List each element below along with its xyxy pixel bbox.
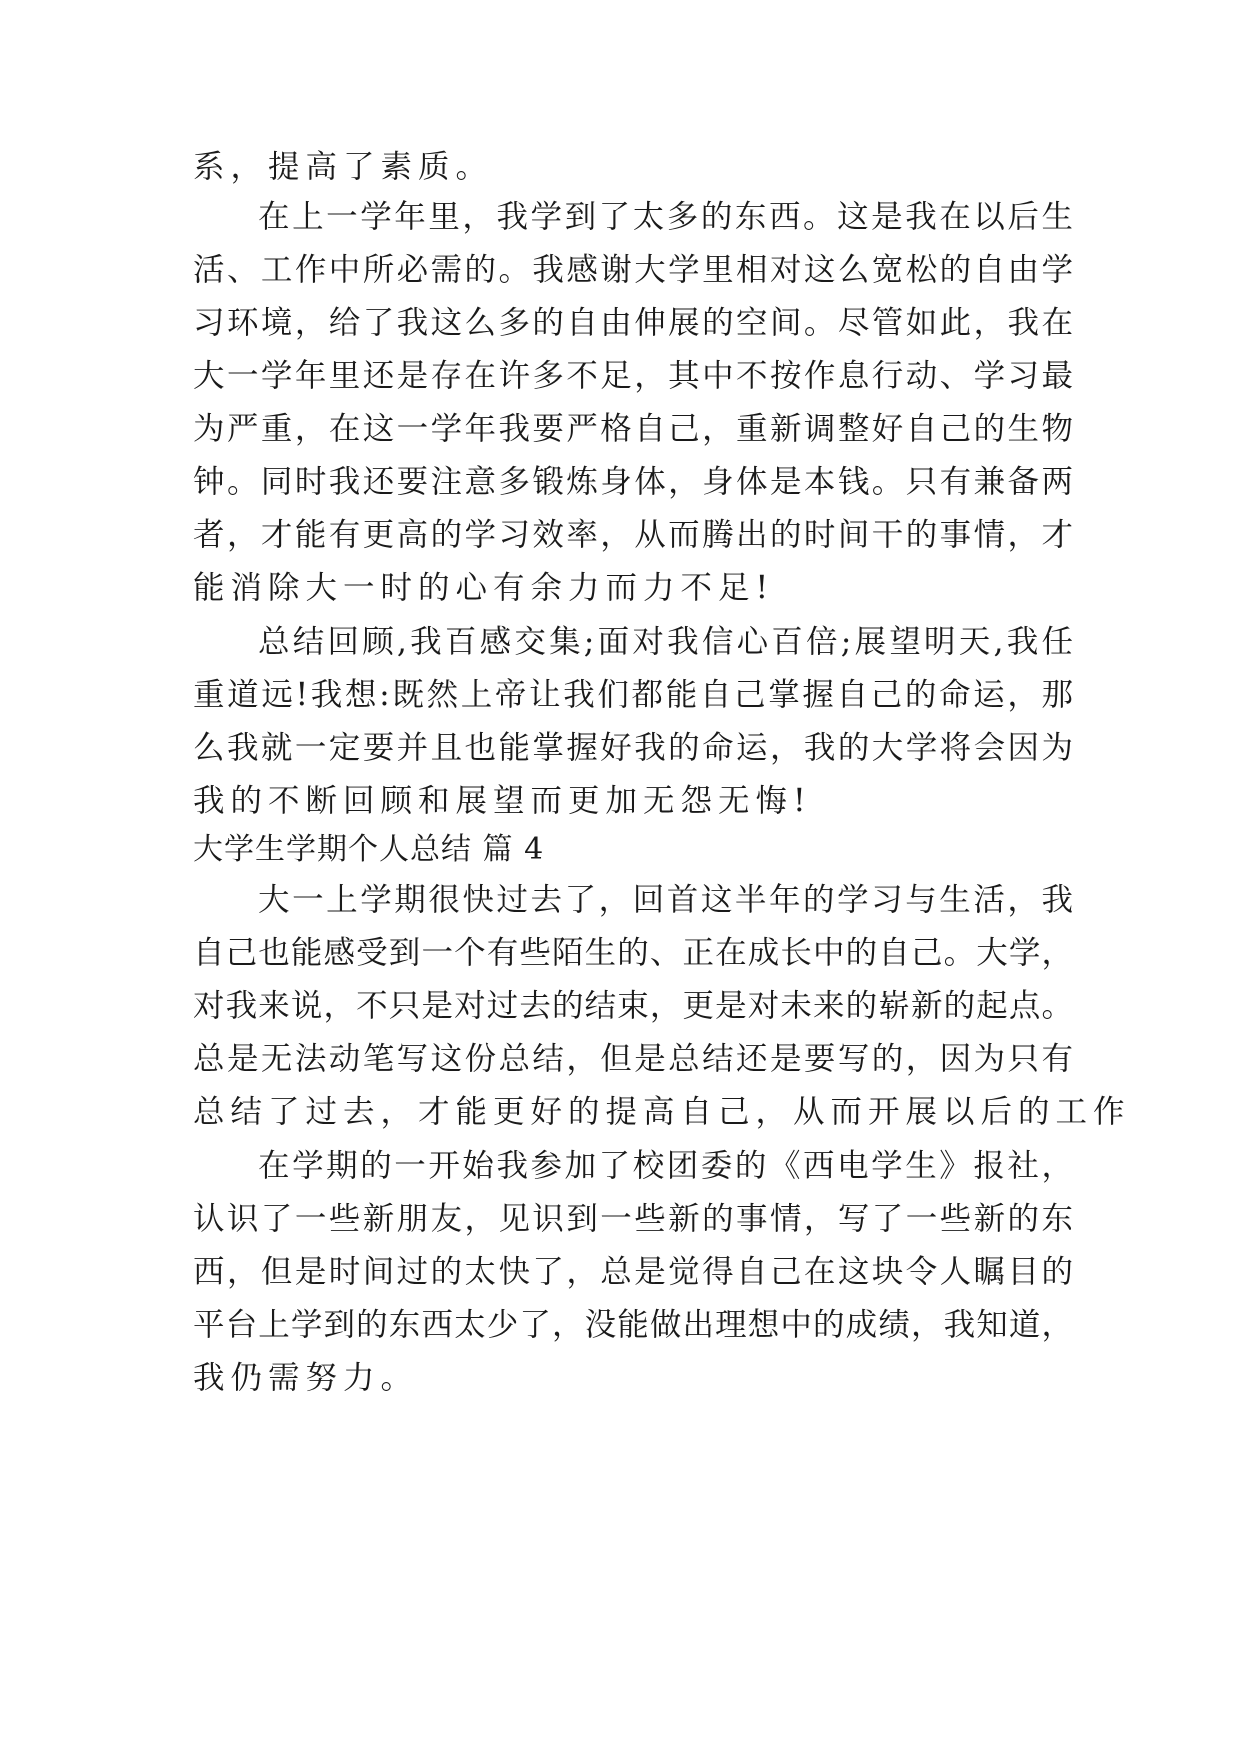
text-line: 我的不断回顾和展望而更加无怨无悔! [193, 783, 812, 819]
text-line: 习环境，给了我这么多的自由伸展的空间。尽管如此，我在 [193, 305, 1073, 341]
text-line: 平台上学到的东西太少了，没能做出理想中的成绩，我知道， [193, 1307, 1073, 1343]
text-line: 在上一学年里，我学到了太多的东西。这是我在以后生 [258, 199, 1073, 235]
text-line: 我仍需努力。 [193, 1360, 419, 1396]
text-line: 活、工作中所必需的。我感谢大学里相对这么宽松的自由学 [193, 252, 1073, 288]
text-line: 者，才能有更高的学习效率，从而腾出的时间干的事情，才 [193, 517, 1073, 553]
text-line: 总结回顾,我百感交集;面对我信心百倍;展望明天,我任 [258, 624, 1073, 660]
text-line: 大一上学期很快过去了，回首这半年的学习与生活，我 [258, 882, 1073, 918]
text-line: 为严重，在这一学年我要严格自己，重新调整好自己的生物 [193, 411, 1073, 447]
text-line: 系，提高了素质。 [193, 149, 494, 185]
text-line: 总是无法动笔写这份总结，但是总结还是要写的，因为只有 [193, 1041, 1073, 1077]
text-line: 在学期的一开始我参加了校团委的《西电学生》报社， [258, 1148, 1073, 1184]
text-line: 认识了一些新朋友，见识到一些新的事情，写了一些新的东 [193, 1201, 1073, 1237]
text-line: 么我就一定要并且也能掌握好我的命运，我的大学将会因为 [193, 730, 1073, 766]
text-line: 能消除大一时的心有余力而力不足! [193, 570, 775, 606]
text-line: 钟。同时我还要注意多锻炼身体，身体是本钱。只有兼备两 [193, 464, 1073, 500]
text-line: 重道远!我想:既然上帝让我们都能自己掌握自己的命运，那 [193, 677, 1073, 713]
text-line: 自己也能感受到一个有些陌生的、正在成长中的自己。大学， [193, 935, 1073, 971]
text-line: 大一学年里还是存在许多不足，其中不按作息行动、学习最 [193, 358, 1073, 394]
text-line: 西，但是时间过的太快了，总是觉得自己在这块令人瞩目的 [193, 1254, 1073, 1290]
text-line: 对我来说，不只是对过去的结束，更是对未来的崭新的起点。 [193, 988, 1073, 1024]
text-line: 总结了过去，才能更好的提高自己，从而开展以后的工作 [193, 1094, 1131, 1130]
section-heading: 大学生学期个人总结 篇 4 [193, 832, 545, 867]
